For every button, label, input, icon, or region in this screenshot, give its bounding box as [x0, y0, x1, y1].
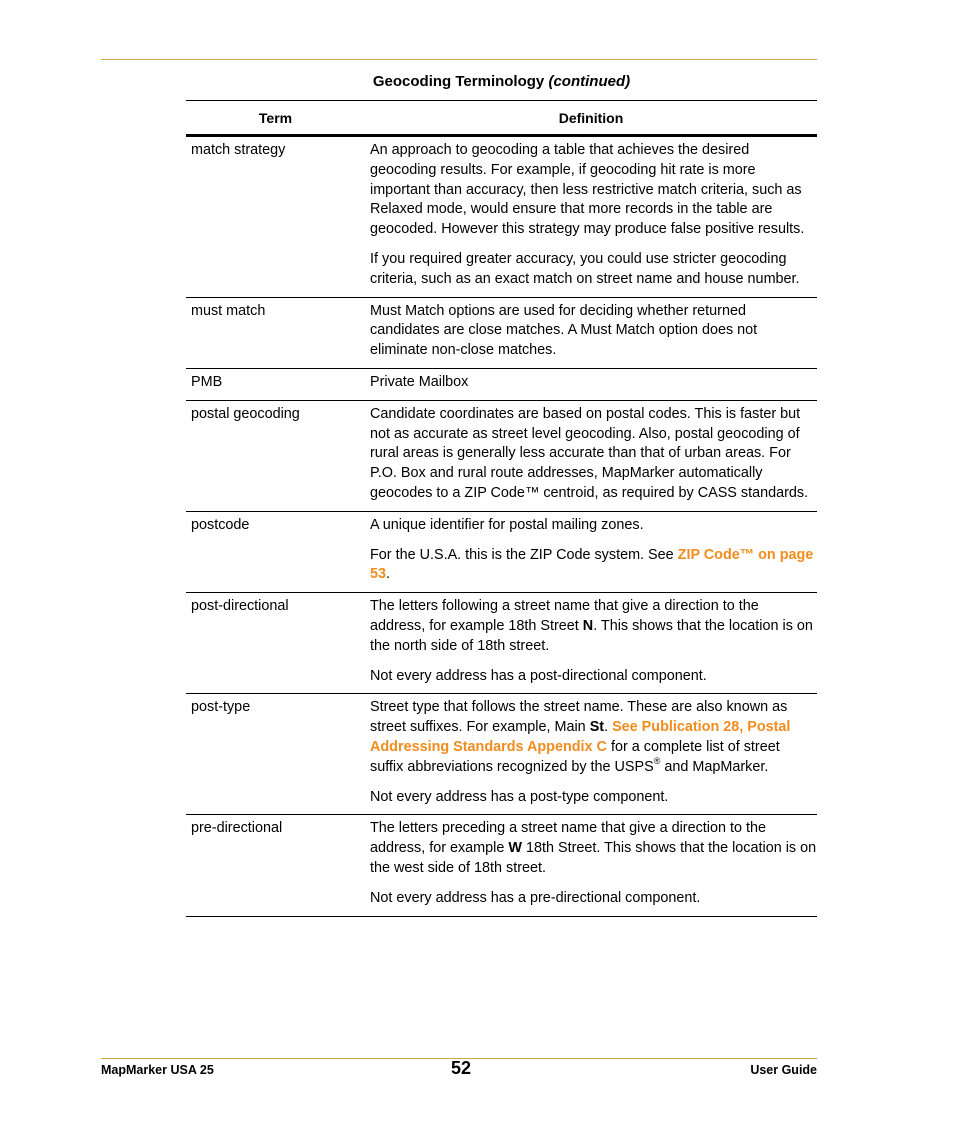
text-run: .: [386, 566, 391, 583]
table-row: [186, 137, 817, 298]
table-row: [186, 512, 817, 593]
definition-cell: [365, 698, 817, 807]
footer-doc-title: User Guide: [750, 1063, 817, 1077]
glossary-table: [186, 100, 817, 917]
definition-cell: [365, 405, 817, 504]
table-title-text: Geocoding Terminology: [372, 73, 545, 90]
definition-paragraph: If you required greater accuracy, you could use stricter geocoding criteria, such as an exact match on street name and house number.: [370, 250, 800, 287]
table-row: [186, 298, 817, 369]
text-run: For the U.S.A. this is the ZIP Code system. See: [370, 546, 678, 563]
header-rule: [101, 59, 817, 60]
text-run: 18th Street. This shows that the location is on the west side of 18th street.: [370, 840, 817, 876]
table-row: [186, 815, 817, 916]
table-header: [186, 101, 817, 137]
table-title-suffix: (continued): [548, 73, 631, 90]
term-cell: post-directional: [191, 598, 289, 615]
definition-paragraph: Private Mailbox: [370, 373, 469, 390]
header-definition: Definition: [558, 109, 624, 126]
term-cell: postal geocoding: [191, 405, 300, 422]
text-run: for a complete list of street suffix abbreviations recognized by the USPS: [370, 738, 780, 775]
definition-paragraph: Not every address has a pre-directional component.: [370, 889, 701, 906]
zip-code-link[interactable]: ZIP Code™ on page 53: [370, 546, 814, 583]
table-title: [186, 73, 817, 90]
term-cell: match strategy: [191, 142, 286, 158]
bold-text: St: [589, 719, 605, 736]
text-run: and MapMarker.: [660, 758, 769, 775]
definition-paragraph: Not every address has a post-type component.: [370, 788, 669, 805]
definition-paragraph: Must Match options are used for deciding whether returned candidates are close matches. A Must Match option does not eliminate non-close matches.: [370, 302, 758, 359]
definition-paragraph: [370, 819, 817, 878]
definition-paragraph: [370, 546, 817, 586]
footer-product-name: MapMarker USA 25: [101, 1063, 214, 1077]
table-row: [186, 694, 817, 815]
publication-28-link[interactable]: See Publication 28, Postal Addressing Standards Appendix C: [370, 719, 791, 755]
term-cell: must match: [191, 302, 266, 319]
definition-paragraph: Candidate coordinates are based on postal codes. This is faster but not as accurate as street level geocoding. Also, postal geocoding of rural areas is generally less accurate than that of urban areas. For P.O. Box and rural route addresses, MapMarker automatically geocodes to a ZIP Code™ centroid, as required by CASS standards.: [370, 405, 809, 501]
header-term: Term: [258, 109, 293, 126]
definition-paragraph: [370, 597, 817, 656]
definition-cell: [365, 141, 817, 290]
definition-cell: [365, 302, 817, 361]
definition-cell: [365, 373, 817, 393]
definition-cell: [365, 819, 817, 908]
definition-paragraph: A unique identifier for postal mailing zones.: [370, 516, 644, 533]
text-run: The letters preceding a street name that give a direction to the address, for example: [370, 820, 766, 857]
table-row: [186, 401, 817, 512]
page-number: 52: [451, 1058, 472, 1078]
table-row: [186, 593, 817, 694]
text-run: Street type that follows the street name. These are also known as street suffixes. For example, Main: [370, 699, 788, 736]
term-cell: pre-directional: [191, 820, 283, 837]
definition-cell: [365, 516, 817, 585]
definition-paragraph: [370, 698, 817, 777]
bold-text: N: [582, 617, 594, 634]
registered-mark: ®: [653, 755, 661, 766]
term-cell: postcode: [191, 516, 250, 533]
text-run: . This shows that the location is on the north side of 18th street.: [370, 617, 813, 654]
definition-paragraph: An approach to geocoding a table that achieves the desired geocoding results. For example, if geocoding hit rate is more important than accuracy, then less restrictive match criteria, such as Relaxed mode, would ensure that more records in the table are geocoded. However this strategy may produce false positive results.: [370, 142, 805, 238]
definition-paragraph: Not every address has a post-directional component.: [370, 667, 707, 684]
term-cell: post-type: [191, 699, 251, 716]
table-row: [186, 369, 817, 401]
definition-cell: [365, 597, 817, 686]
text-run: The letters following a street name that give a direction to the address, for example 18th Street: [370, 598, 759, 634]
bold-text: W: [508, 840, 522, 857]
text-run: .: [604, 719, 613, 736]
term-cell: PMB: [191, 373, 223, 390]
